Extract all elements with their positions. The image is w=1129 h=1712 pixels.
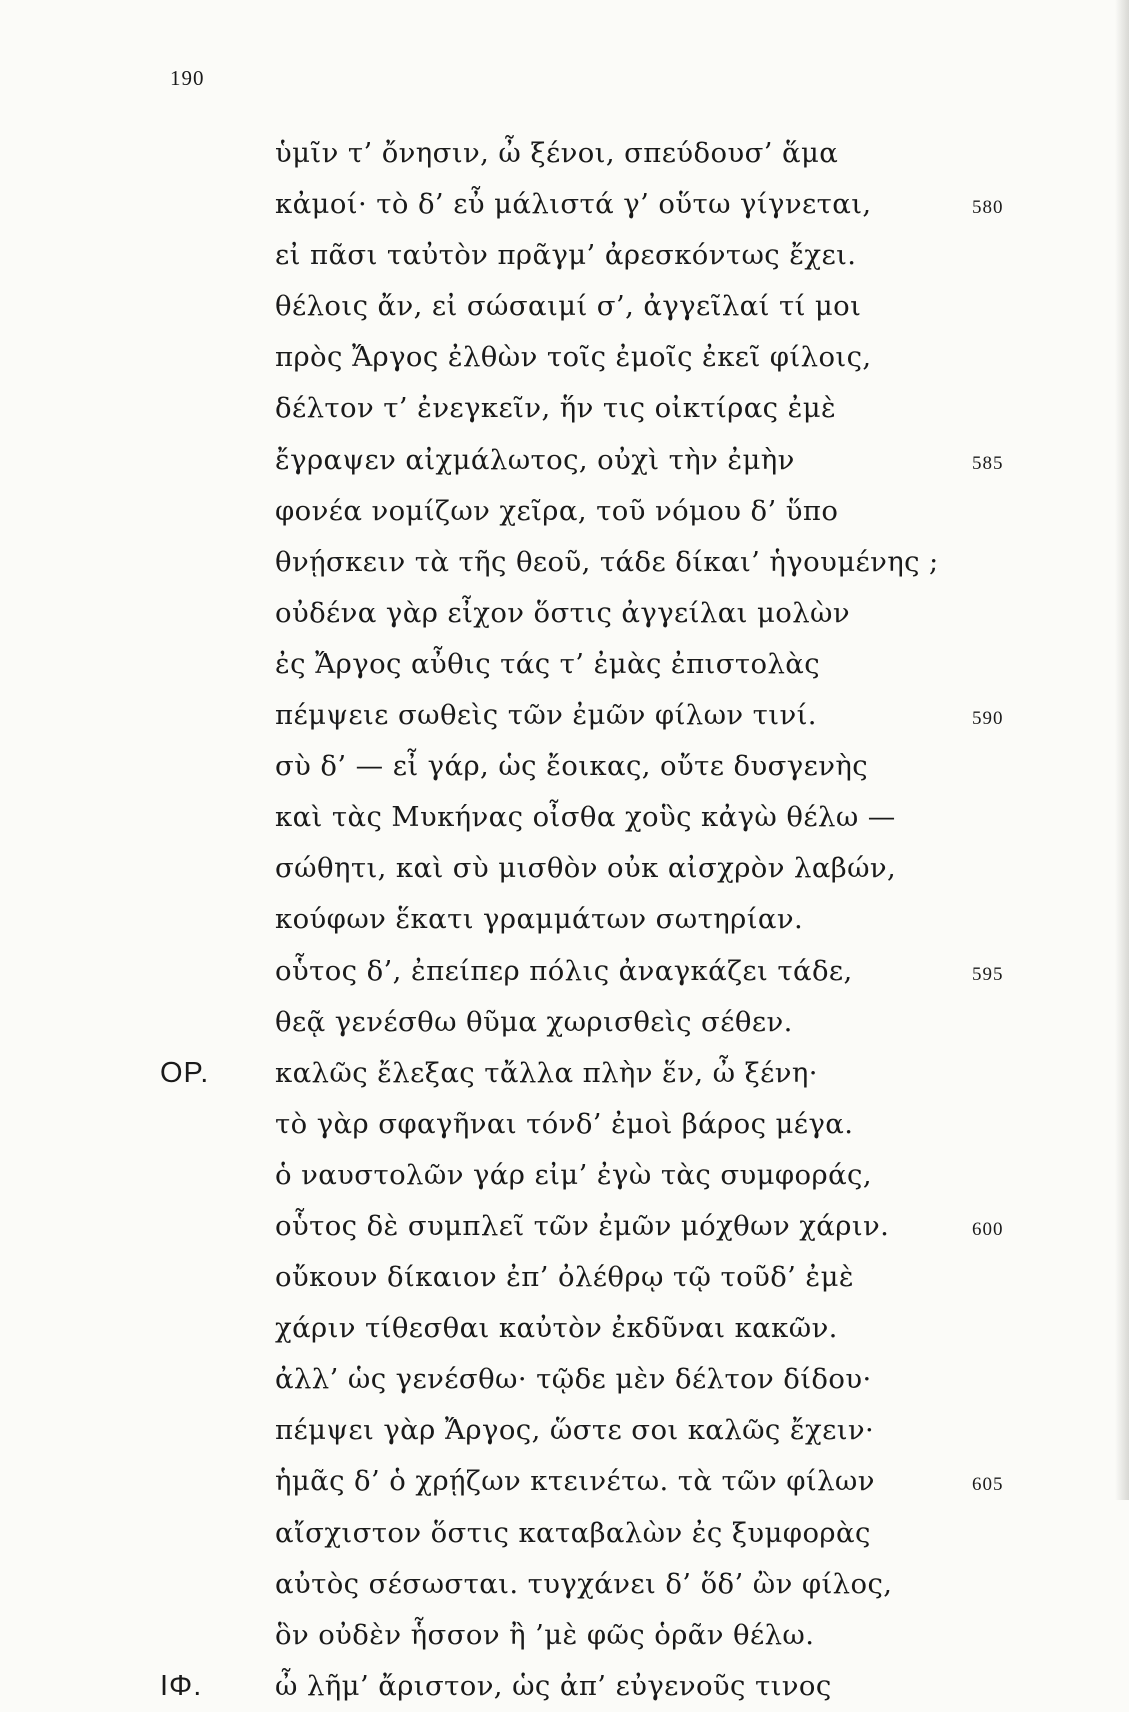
verse-line: [0, 383, 1129, 434]
verse-line: [0, 1610, 1129, 1661]
page-number: 190: [170, 66, 205, 90]
verse-text: σὺ δ’ — εἶ γάρ, ὡς ἔοικας, οὔτε δυσγενὴς: [275, 750, 869, 783]
line-number: 590: [972, 708, 1004, 730]
verse-line: [0, 332, 1129, 383]
verse-text: ἐς Ἄργος αὖθις τάς τ’ ἐμὰς ἐπιστολὰς: [275, 647, 821, 680]
verse-text: φονέα νομίζων χεῖρα, τοῦ νόμου δ’ ὕπο: [275, 494, 839, 527]
line-number: 585: [972, 452, 1004, 474]
verse-line: [0, 128, 1129, 179]
verse-line: [0, 1661, 1129, 1712]
verse-text: χάριν τίθεσθαι καὐτὸν ἐκδῦναι κακῶν.: [275, 1312, 838, 1345]
verse-line: [0, 230, 1129, 281]
verse-line: [0, 1508, 1129, 1559]
verse-text: ἀλλ’ ὡς γενέσθω· τῷδε μὲν δέλτον δίδου·: [275, 1363, 872, 1396]
verse-line: [0, 1150, 1129, 1201]
verse-line: [0, 1559, 1129, 1610]
verse-line: [0, 179, 1129, 230]
verse-text: πρὸς Ἄργος ἐλθὼν τοῖς ἐμοῖς ἐκεῖ φίλοις,: [275, 341, 872, 374]
verse-text: καλῶς ἔλεξας τἄλλα πλὴν ἕν, ὦ ξένη·: [275, 1056, 818, 1089]
verse-text: κούφων ἕκατι γραμμάτων σωτηρίαν.: [275, 903, 804, 936]
speaker-label: ΙΦ.: [160, 1669, 203, 1702]
verse-text: πέμψει γὰρ Ἄργος, ὥστε σοι καλῶς ἔχειν·: [275, 1414, 875, 1447]
verse-text: οὔκουν δίκαιον ἐπ’ ὀλέθρῳ τῷ τοῦδ’ ἐμὲ: [275, 1261, 855, 1294]
verse-line: [0, 997, 1129, 1048]
verse-text: οὗτος δ’, ἐπείπερ πόλις ἀναγκάζει τάδε,: [275, 954, 853, 987]
verse-line: [0, 1303, 1129, 1354]
verse-line: [0, 281, 1129, 332]
line-number: 605: [972, 1474, 1004, 1496]
verse-text: ὃν οὐδὲν ἧσσον ἢ ’μὲ φῶς ὁρᾶν θέλω.: [275, 1618, 815, 1651]
verse-line: [0, 639, 1129, 690]
verse-text: ἔγραψεν αἰχμάλωτος, οὐχὶ τὴν ἐμὴν: [275, 443, 795, 476]
verse-text: ὁ ναυστολῶν γάρ εἰμ’ ἐγὼ τὰς συμφοράς,: [275, 1158, 872, 1191]
verse-line: [0, 690, 1129, 741]
verse-line: [0, 1048, 1129, 1099]
verse-text: αἴσχιστον ὅστις καταβαλὼν ἐς ξυμφορὰς: [275, 1516, 871, 1549]
verse-text: σώθητι, καὶ σὺ μισθὸν οὐκ αἰσχρὸν λαβών,: [275, 852, 897, 885]
verse-text: θνῄσκειν τὰ τῆς θεοῦ, τάδε δίκαι’ ἡγουμένης ;: [275, 545, 939, 578]
verse-line: [0, 741, 1129, 792]
verse-line: [0, 1405, 1129, 1456]
verse-text: θέλοις ἄν, εἰ σώσαιμί σ’, ἀγγεῖλαί τί μοι: [275, 290, 862, 323]
verse-text: τὸ γὰρ σφαγῆναι τόνδ’ ἐμοὶ βάρος μέγα.: [275, 1107, 854, 1140]
verse-text: πέμψειε σωθεὶς τῶν ἐμῶν φίλων τινί.: [275, 699, 817, 732]
verse-text: κἀμοί· τὸ δ’ εὖ μάλιστά γ’ οὕτω γίγνεται,: [275, 188, 872, 221]
verse-text: θεᾷ γενέσθω θῦμα χωρισθεὶς σέθεν.: [275, 1005, 793, 1038]
verse-line: [0, 1252, 1129, 1303]
verse-line: [0, 792, 1129, 843]
verse-line: [0, 894, 1129, 945]
verse-line: [0, 1354, 1129, 1405]
verse-line: [0, 1201, 1129, 1252]
verse-text: οὗτος δὲ συμπλεῖ τῶν ἐμῶν μόχθων χάριν.: [275, 1209, 890, 1242]
verse-text: εἰ πᾶσι ταὐτὸν πρᾶγμ’ ἀρεσκόντως ἔχει.: [275, 239, 857, 272]
speaker-label: ΟΡ.: [160, 1056, 210, 1089]
verse-text: αὐτὸς σέσωσται. τυγχάνει δ’ ὅδ’ ὢν φίλος,: [275, 1567, 893, 1600]
verse-text: ὦ λῆμ’ ἄριστον, ὡς ἀπ’ εὐγενοῦς τινος: [275, 1669, 832, 1702]
verse-line: [0, 537, 1129, 588]
line-number: 595: [972, 963, 1004, 985]
verse-line: [0, 946, 1129, 997]
verse-text: οὐδένα γὰρ εἶχον ὅστις ἀγγείλαι μολὼν: [275, 596, 850, 629]
verse-line: [0, 435, 1129, 486]
verse-text: ἡμᾶς δ’ ὁ χρῄζων κτεινέτω. τὰ τῶν φίλων: [275, 1465, 875, 1498]
verse-line: [0, 486, 1129, 537]
verse-text: καὶ τὰς Μυκήνας οἶσθα χοὓς κἀγὼ θέλω —: [275, 801, 896, 834]
line-number: 580: [972, 197, 1004, 219]
verse-line: [0, 588, 1129, 639]
verse-block: [0, 128, 1129, 1712]
verse-line: [0, 1099, 1129, 1150]
verse-text: δέλτον τ’ ἐνεγκεῖν, ἥν τις οἰκτίρας ἐμὲ: [275, 392, 837, 425]
verse-text: ὑμῖν τ’ ὄνησιν, ὦ ξένοι, σπεύδουσ’ ἅμα: [275, 137, 839, 169]
line-number: 600: [972, 1218, 1004, 1240]
verse-line: [0, 843, 1129, 894]
